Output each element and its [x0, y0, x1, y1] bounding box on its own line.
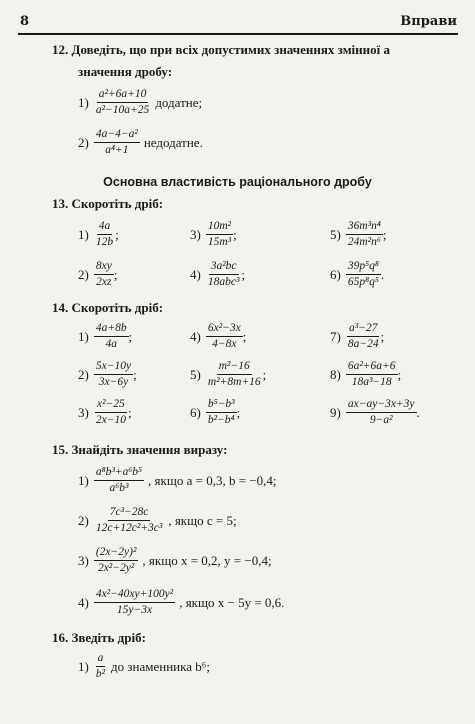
exercise-13-item — [190, 220, 237, 249]
numerator: b⁵−b³ — [206, 398, 237, 413]
item-condition: , якщо c = 5; — [168, 512, 237, 528]
item-condition: додатне; — [155, 94, 203, 110]
denominator: 2x−10 — [95, 414, 126, 427]
punctuation: ; — [380, 328, 385, 344]
fraction — [206, 398, 237, 427]
fraction — [346, 322, 381, 351]
fraction — [94, 546, 139, 575]
numerator: m²−16 — [217, 360, 252, 375]
exercise-14-item — [78, 322, 132, 351]
item-number: 2) — [78, 512, 89, 528]
numerator: ax−ay−3x+3y — [346, 398, 417, 413]
exercise-13-text — [52, 196, 163, 212]
exercise-12-statement: Доведіть, що при всіх допустимих значеннях змінної a — [71, 42, 390, 57]
punctuation: ; — [233, 226, 237, 242]
denominator: 24m²n⁶ — [347, 236, 381, 249]
fraction — [94, 260, 114, 289]
item-number: 3) — [78, 404, 89, 420]
exercise-14-item — [190, 398, 240, 427]
item-number: 4) — [190, 328, 201, 344]
fraction — [346, 398, 417, 427]
exercise-14-item — [78, 398, 132, 427]
numerator: 8xy — [94, 260, 114, 275]
fraction — [94, 322, 129, 351]
fraction — [94, 360, 133, 389]
item-number: 7) — [330, 328, 341, 344]
exercise-15-item — [78, 506, 237, 535]
exercise-12-number: 12. — [52, 42, 69, 57]
punctuation: ; — [127, 404, 132, 420]
item-number: 6) — [330, 266, 341, 282]
item-condition: до знаменника b⁶; — [111, 658, 210, 674]
numerator: 5x−10y — [94, 360, 133, 375]
numerator: 4a−4−a² — [94, 128, 140, 143]
numerator: 10m² — [206, 220, 233, 235]
punctuation: . — [416, 404, 420, 420]
fraction — [94, 466, 144, 495]
denominator: a²−10a+25 — [95, 104, 150, 117]
exercise-14-item — [190, 322, 246, 351]
numerator: 6a²+6a+6 — [346, 360, 398, 375]
fraction — [94, 220, 115, 249]
exercise-14-item — [330, 398, 420, 427]
fraction — [346, 220, 383, 249]
numerator: 39p⁵q⁸ — [346, 260, 381, 275]
exercise-13-statement: Скоротіть дріб: — [71, 196, 164, 211]
exercise-14-item — [330, 360, 401, 389]
punctuation: ; — [241, 266, 246, 282]
denominator: 12c+12c²+3c³ — [95, 522, 163, 535]
item-number: 9) — [330, 404, 341, 420]
exercise-12-item — [78, 128, 203, 157]
punctuation: ; — [133, 366, 137, 382]
denominator: b² — [95, 668, 106, 681]
item-number: 6) — [190, 404, 201, 420]
punctuation: ; — [236, 404, 241, 420]
fraction — [94, 88, 151, 117]
denominator: a⁶b³ — [109, 482, 129, 495]
item-number: 8) — [330, 366, 341, 382]
exercise-14-statement: Скоротіть дріб: — [71, 300, 164, 315]
fraction — [94, 398, 128, 427]
denominator: b²−b⁴ — [207, 414, 235, 427]
numerator: 4a — [97, 220, 113, 235]
denominator: 4−8x — [212, 338, 237, 351]
exercise-13-item — [190, 260, 245, 289]
item-number: 5) — [190, 366, 201, 382]
punctuation: ; — [262, 366, 267, 382]
item-condition: , якщо a = 0,3, b = −0,4; — [148, 472, 277, 488]
fraction — [206, 260, 242, 289]
punctuation: ; — [113, 266, 118, 282]
exercise-15-number: 15. — [52, 442, 69, 457]
exercise-15-statement: Знайдіть значення виразу: — [71, 442, 228, 457]
numerator: a³−27 — [347, 322, 379, 337]
exercise-14-item — [190, 360, 266, 389]
numerator: 6x²−3x — [206, 322, 243, 337]
page-number: 8 — [20, 14, 30, 29]
item-number: 2) — [78, 134, 89, 150]
numerator: 36m³n⁴ — [346, 220, 383, 235]
denominator: a⁴+1 — [105, 144, 129, 157]
item-number: 1) — [78, 472, 89, 488]
denominator: 65p⁸q⁵ — [347, 276, 379, 289]
exercise-12-text — [52, 42, 390, 58]
fraction — [94, 652, 107, 681]
item-number: 5) — [330, 226, 341, 242]
numerator: 4x²−40xy+100y² — [94, 588, 175, 603]
denominator: 18abc³ — [207, 276, 240, 289]
fraction — [94, 588, 175, 617]
exercise-16-item — [78, 652, 210, 681]
exercise-12-item — [78, 88, 202, 117]
numerator: x²−25 — [95, 398, 127, 413]
item-number: 3) — [190, 226, 201, 242]
exercise-14-text — [52, 300, 163, 316]
punctuation: ; — [128, 328, 133, 344]
numerator: 7c³−28c — [108, 506, 151, 521]
denominator: 3x−6y — [98, 376, 129, 389]
punctuation: ; — [397, 366, 402, 382]
denominator: 2xz — [96, 276, 112, 289]
exercise-13-item — [78, 260, 117, 289]
exercise-15-item — [78, 588, 284, 617]
denominator: 12b — [95, 236, 114, 249]
fraction — [346, 260, 381, 289]
exercise-16-number: 16. — [52, 630, 69, 645]
item-number: 2) — [78, 266, 89, 282]
item-number: 1) — [78, 226, 89, 242]
punctuation: ; — [242, 328, 247, 344]
denominator: 4a — [105, 338, 117, 351]
item-number: 4) — [190, 266, 201, 282]
denominator: 15m³ — [207, 236, 232, 249]
punctuation: ; — [382, 226, 387, 242]
exercise-13-item — [330, 260, 384, 289]
numerator: 4a+8b — [94, 322, 129, 337]
exercise-14-number: 14. — [52, 300, 69, 315]
section-title: Основна властивість раціонального дробу — [103, 175, 372, 189]
exercise-13-number: 13. — [52, 196, 69, 211]
exercise-14-item — [330, 322, 384, 351]
numerator: a²+6a+10 — [97, 88, 149, 103]
exercise-15-text — [52, 442, 227, 458]
exercise-13-item — [78, 220, 119, 249]
item-condition: недодатне. — [143, 134, 203, 150]
punctuation: . — [380, 266, 385, 282]
denominator: 15y−3x — [116, 604, 153, 617]
exercise-14-item — [78, 360, 137, 389]
numerator: a — [96, 652, 106, 667]
exercise-12-statement-cont: значення дробу: — [78, 64, 173, 79]
fraction — [206, 220, 233, 249]
denominator: m²+8m+16 — [207, 376, 261, 389]
exercise-16-text — [52, 630, 146, 646]
numerator: (2x−2y)² — [94, 546, 139, 561]
denominator: 8a−24 — [347, 338, 379, 351]
item-condition: , якщо x − 5y = 0,6. — [179, 594, 285, 610]
exercise-15-item — [78, 546, 272, 575]
item-number: 1) — [78, 328, 89, 344]
fraction — [346, 360, 398, 389]
item-condition: , якщо x = 0,2, y = −0,4; — [142, 552, 272, 568]
item-number: 1) — [78, 94, 89, 110]
fraction — [206, 360, 263, 389]
numerator: a⁸b³+a⁶b⁵ — [94, 466, 144, 481]
item-number: 3) — [78, 552, 89, 568]
header-rule — [18, 33, 458, 35]
denominator: 9−a² — [369, 414, 393, 427]
exercise-13-item — [330, 220, 386, 249]
numerator: 3a²bc — [209, 260, 239, 275]
denominator: 18a³−18 — [351, 376, 392, 389]
exercise-15-item — [78, 466, 276, 495]
running-header: Вправи — [400, 14, 457, 29]
fraction — [206, 322, 243, 351]
item-number: 2) — [78, 366, 89, 382]
exercise-16-statement: Зведіть дріб: — [71, 630, 146, 645]
fraction — [94, 128, 140, 157]
item-number: 4) — [78, 594, 89, 610]
fraction — [94, 506, 164, 535]
punctuation: ; — [115, 226, 119, 242]
denominator: 2x²−2y² — [97, 562, 135, 575]
item-number: 1) — [78, 658, 89, 674]
